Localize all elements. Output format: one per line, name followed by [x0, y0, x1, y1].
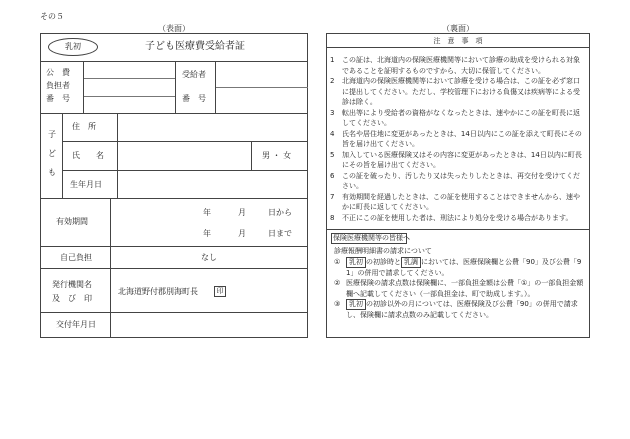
notes-title: 注 意 事 項: [433, 37, 483, 45]
badge-nyucho: 乳調: [401, 257, 421, 268]
seal-mark: 印: [216, 287, 224, 295]
page-label: その５: [40, 12, 64, 21]
notes-list: [330, 55, 584, 223]
dob-label: 生年月日: [70, 180, 102, 189]
med-intro: 診療報酬明細書の請求について: [334, 247, 432, 255]
validity-to-day: 日まで: [268, 229, 292, 238]
validity-label: 有効期間: [56, 217, 88, 226]
note-item: 2 北海道内の保険医療機関等において診療を受ける場合は、この証を必ず窓口に提出してください。ただし、学校管理下における負傷又は疾病等による受診は除く。: [330, 77, 580, 106]
issuer-label-1: 発行機関名: [52, 280, 92, 289]
public-payer-label-3: 番 号: [46, 94, 70, 103]
note-item: 8 不正にこの証を使用した者は、刑法により処分を受ける場合があります。: [330, 213, 573, 222]
med-item-3: ③ 乳初 の初診以外の月については、医療保険及び公費「90」の併用で請求し、保険欄に請求点数のみ記載してください。: [334, 300, 578, 319]
validity-to-year: 年: [203, 229, 211, 238]
name-label: 氏 名: [72, 151, 104, 160]
issuer-label-2: 及 び 印: [52, 294, 92, 303]
front-side-label: （表面）: [158, 24, 190, 33]
recipient-label-1: 受給者: [182, 70, 206, 79]
child-char-3: も: [48, 168, 56, 177]
note-item: 5 加入している医療保険又はその内容に変更があったときは、14日以内に町長にその旨を届け出てください。: [330, 150, 582, 169]
med-item-1: ① 乳初 の初診時と 乳調 においては、医療保険欄と公費「90」及び公費「9 1」の併用で請求してください。: [334, 257, 582, 277]
issuer-name: 北海道野付郡別海町長: [118, 287, 198, 296]
recipient-label-2: 番 号: [182, 94, 206, 103]
issue-date-label: 交付年月日: [56, 320, 96, 329]
public-payer-label-2: 負担者: [46, 81, 70, 90]
badge-nyusho: 乳初: [346, 257, 366, 268]
back-side-label: （裏面）: [442, 24, 474, 33]
validity-from-year: 年: [203, 208, 211, 217]
badge-nyusho: 乳初: [346, 299, 366, 310]
note-item: 4 氏名や居住地に変更があったときは、14日以内にこの証を添えて町長にその旨を届け出てください。: [330, 129, 582, 148]
med-item-2: ② 医療保険の請求点数は保険欄に、一部負担金額は公費「①」の一部負担金額欄へ記載してください（一部負担金は、町で助成します。）。: [334, 279, 584, 298]
med-section: [334, 246, 584, 321]
child-char-2: ど: [48, 149, 56, 158]
validity-from-month: 月: [238, 208, 246, 217]
note-item: 6 この証を破ったり、汚したり又は失ったりしたときは、再交付を受けてください。: [330, 171, 580, 190]
copay-value: なし: [201, 253, 217, 262]
badge-text: 乳初: [65, 42, 81, 51]
child-char-1: 子: [48, 130, 56, 139]
note-item: 3 転出等により受給者の資格がなくなったときは、速やかにこの証を町長に返してください。: [330, 108, 580, 127]
address-label: 住 所: [72, 122, 96, 131]
note-item: 7 有効期間を経過したときは、この証を使用することはできませんから、速やかに町長に返してください。: [330, 192, 580, 211]
gender-options: 男 ・ 女: [262, 151, 292, 160]
copay-label: 自己負担: [60, 253, 92, 262]
note-item: 1 この証は、北海道内の保険医療機関等において診療の助成を受けられる対象であることを証明するものですから、大切に保管してください。: [330, 56, 580, 75]
validity-from-day: 日から: [268, 208, 292, 217]
card-title: 子ども医療費受給者証: [145, 41, 245, 52]
validity-to-month: 月: [238, 229, 246, 238]
public-payer-label-1: 公 費: [46, 68, 70, 77]
med-box-title: 保険医療機関等の皆様へ: [333, 234, 410, 242]
